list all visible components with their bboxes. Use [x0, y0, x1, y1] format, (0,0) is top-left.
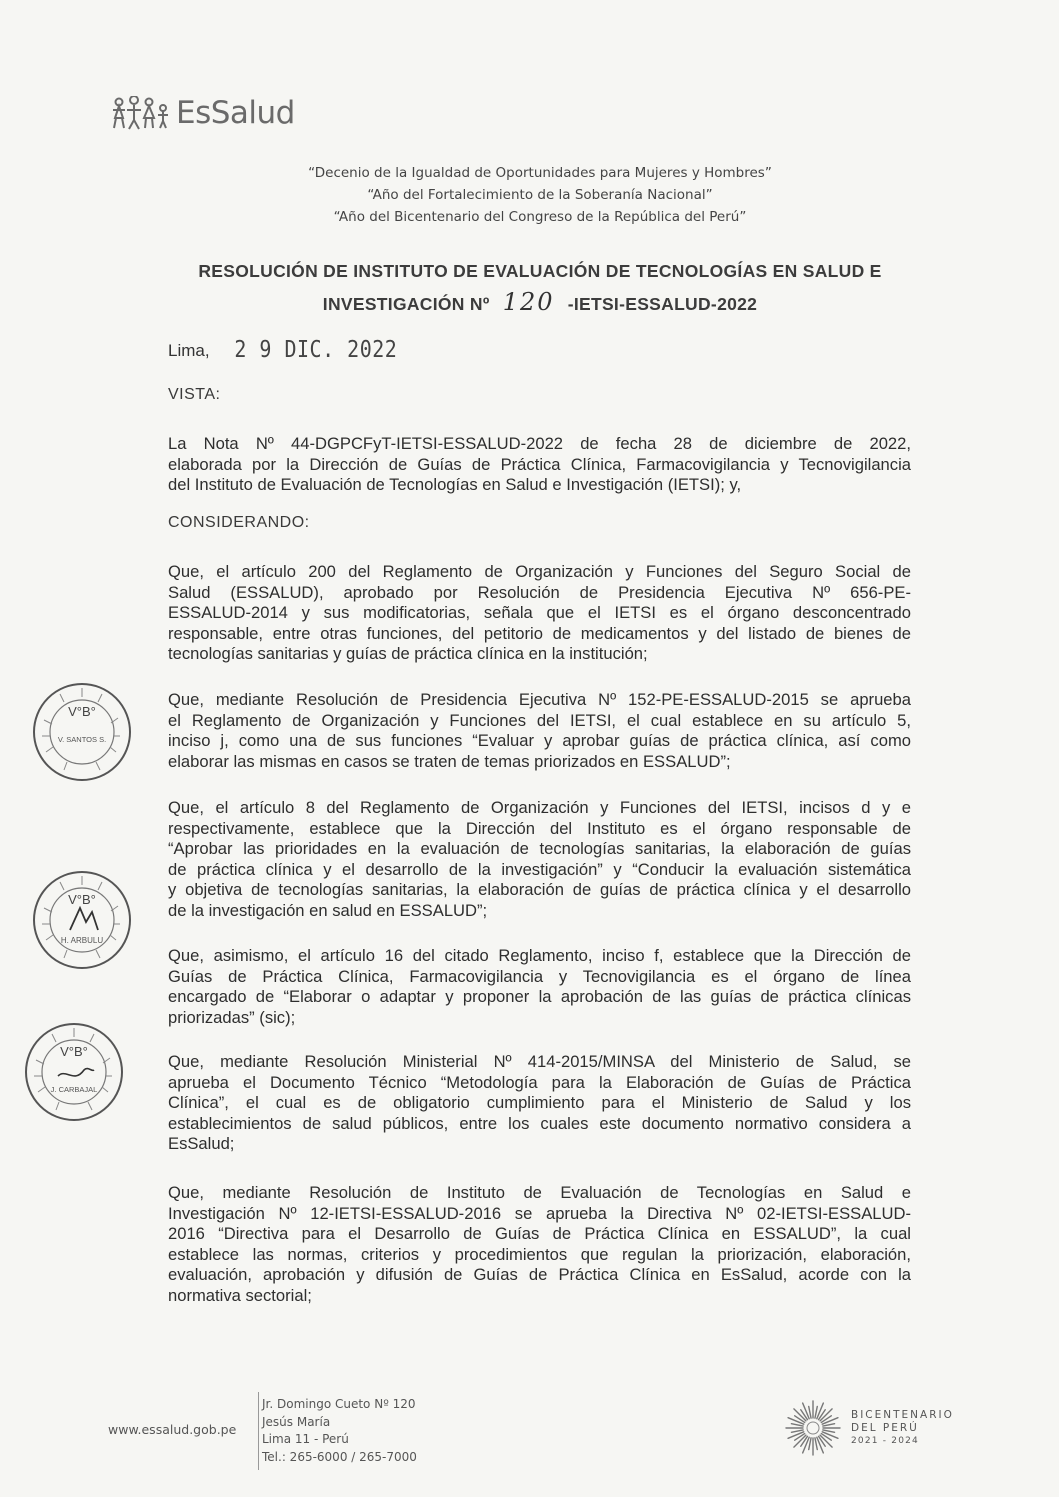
- sun-ray: [791, 1424, 803, 1426]
- sun-ray: [815, 1438, 817, 1450]
- title-line-1: RESOLUCIÓN DE INSTITUTO DE EVALUACIÓN DE TECNOLOGÍAS EN SALUD E: [198, 261, 882, 281]
- paragraph-considerando-3: Que, el artículo 8 del Reglamento de Organización y Funciones del IETSI, incisos d y e respectivamente, establece que la Dirección del Instituto es el órgano responsable de “Aprobar las prioridades en la evaluación de tecnologías sanitarias, la elaboración de guías de práctica clínica y el desarrollo de la investigación” y “Conducir la evaluación sistemática y objetiva de tecnologías sanitarias, la elaboración de guías de práctica clínica y el desarrollo de la investigación en salud en ESSALUD”;: [168, 798, 911, 920]
- sun-ray: [809, 1406, 811, 1418]
- footer-address: Jr. Domingo Cueto Nº 120 Jesús María Lima 11 - Perú Tel.: 265-6000 / 265-7000: [262, 1397, 417, 1464]
- stamped-date: 2 9 DIC. 2022: [234, 335, 398, 363]
- title-suffix: -IETSI-ESSALUD-2022: [567, 294, 758, 314]
- signature-mark: [70, 908, 98, 930]
- signature-mark: [58, 1069, 94, 1076]
- sun-ray: [791, 1430, 803, 1432]
- paragraph-vista: La Nota Nº 44-DGPCFyT-IETSI-ESSALUD-2022 de fecha 28 de diciembre de 2022, elaborada por la Dirección de Guías de Práctica Clínica, Farmacovigilancia y Tecnovigilancia del Instituto de Evaluación de Tecnologías en Salud e Investigación (IETSI); y,: [168, 434, 911, 494]
- family-icon: [110, 96, 174, 130]
- approval-seal-2: [30, 868, 134, 972]
- bicentenario-logo: [783, 1398, 954, 1458]
- footer-website: www.essalud.gob.pe: [108, 1422, 237, 1437]
- sun-ray: [823, 1430, 835, 1432]
- motto-line: “Año del Fortalecimiento de la Soberanía Nacional”: [367, 187, 713, 203]
- heading-vista: VISTA:: [168, 386, 221, 403]
- paragraph-considerando-1: Que, el artículo 200 del Reglamento de Organización y Funciones del Seguro Social de Salud (ESSALUD), aprobado por Resolución de Presidencia Ejecutiva Nº 656-PE- ESSALUD-2014 y sus modificatorias, señala que el IETSI es el órgano desconcentrado responsable, entre otras funciones, del petitorio de medicamentos y del listado de bienes de tecnologías sanitarias y guías de práctica clínica en la institución;: [168, 562, 911, 663]
- mottos: [250, 162, 830, 228]
- bicentenario-sun-icon: [783, 1398, 843, 1458]
- paragraph-considerando-4: Que, asimismo, el artículo 16 del citado Reglamento, inciso f, establece que la Dirección de Guías de Práctica Clínica, Farmacovigilancia y Tecnovigilancia es el órgano de línea encargado de “Elaborar o adaptar y proponer la aprobación de las guías de práctica clínicas priorizadas” (sic);: [168, 946, 911, 1027]
- approval-seal-3: [22, 1020, 126, 1124]
- paragraph-considerando-2: Que, mediante Resolución de Presidencia Ejecutiva Nº 152-PE-ESSALUD-2015 se aprueba el Reglamento de Organización y Funciones del IETSI, el cual establece en su artículo 5, inciso j, como una de sus funciones “Evaluar y aprobar guías de práctica clínica, así como elaborar las mismas en casos se traten de temas priorizados en ESSALUD”;: [168, 690, 911, 771]
- seal-3-top: V°B°: [60, 1044, 88, 1059]
- date-label: Lima,: [168, 341, 210, 360]
- sun-ray: [815, 1406, 817, 1418]
- seal-3-bottom: J. CARBAJAL: [50, 1085, 98, 1094]
- seal-1-bottom: V. SANTOS S.: [57, 735, 107, 744]
- paragraph-considerando-6: Que, mediante Resolución de Instituto de Evaluación de Tecnologías en Salud e Investigación Nº 12-IETSI-ESSALUD-2016 se aprueba la Directiva Nº 02-IETSI-ESSALUD- 2016 “Directiva para el Desarrollo de Guías de Práctica Clínica en ESSALUD”, la cual establece las normas, criterios y procedimientos que regulan la priorización, elaboración, evaluación, aprobación y difusión de Guías de Práctica Clínica en EsSalud, acorde con la normativa sectorial;: [168, 1183, 911, 1305]
- heading-considerando: CONSIDERANDO:: [168, 514, 310, 531]
- title-prefix: INVESTIGACIÓN Nº: [322, 294, 490, 314]
- footer-divider: [258, 1392, 259, 1470]
- motto-line: “Decenio de la Igualdad de Oportunidades para Mujeres y Hombres”: [308, 165, 772, 181]
- seal-2-top: V°B°: [68, 892, 96, 907]
- motto-line: “Año del Bicentenario del Congreso de la República del Perú”: [333, 209, 747, 225]
- seal-2-bottom: H. ARBULU: [60, 936, 104, 945]
- logo-text: EsSalud: [176, 95, 295, 131]
- essalud-logo: [110, 96, 295, 130]
- title-line-2: [150, 287, 930, 320]
- approval-seal-1: [30, 680, 134, 784]
- date-line: [168, 337, 397, 361]
- seal-1-top: V°B°: [68, 704, 96, 719]
- sun-ray: [823, 1424, 835, 1426]
- sun-ray: [809, 1438, 811, 1450]
- handwritten-number: 120: [502, 288, 555, 316]
- paragraph-considerando-5: Que, mediante Resolución Ministerial Nº 414-2015/MINSA del Ministerio de Salud, se aprueba el Documento Técnico “Metodología para la Elaboración de Guías de Práctica Clínica”, el cual es de obligatorio cumplimiento para el Ministerio de Salud y los establecimientos de salud públicos, entre los cuales este documento normativo considera a EsSalud;: [168, 1052, 911, 1153]
- resolution-title: [150, 256, 930, 320]
- bicentenario-text: BICENTENARIO DEL PERÚ 2021 - 2024: [851, 1408, 954, 1446]
